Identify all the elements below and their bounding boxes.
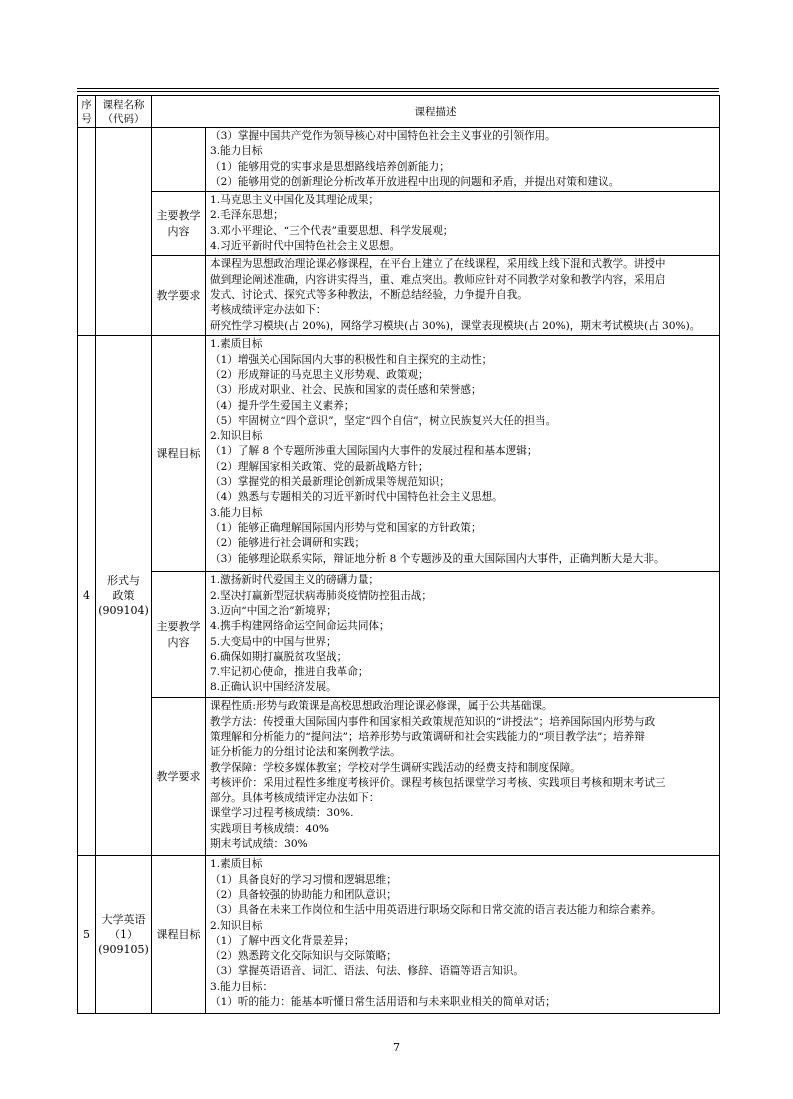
goal-label-5: 课程目标	[152, 856, 206, 1014]
req-label-4: 教学要求	[152, 698, 206, 856]
header-name-1: 课程名称	[102, 98, 145, 111]
desc-line: （5）牢固树立“四个意识”，坚定“四个自信”，树立民族复兴大任的担当。	[210, 414, 557, 427]
course-name-line: （1）	[109, 928, 138, 942]
course-code: (909105)	[98, 943, 149, 957]
desc-line: 8.正确认识中国经济发展。	[210, 681, 337, 694]
goal-cell-4	[206, 336, 720, 572]
course-name-cell-3	[96, 128, 152, 336]
desc-line: 3.迈向“中国之治”新境界；	[210, 604, 337, 617]
req-cell-4	[206, 698, 720, 856]
goal-cell-3	[206, 128, 720, 192]
desc-line: 2.坚决打赢新型冠状病毒肺炎疫情防控狙击战；	[210, 589, 432, 602]
desc-line: （2）熟悉跨文化交际知识与交际策略；	[210, 950, 397, 963]
desc-line: 2.知识目标	[210, 919, 263, 932]
desc-line: （1）能够用党的实事求是思想路线培养创新能力；	[210, 160, 450, 173]
header-name-2: （代码）	[102, 112, 145, 125]
req-cell-3	[206, 256, 720, 336]
top-rule	[77, 88, 719, 89]
desc-line: 2.毛泽东思想；	[210, 209, 284, 222]
desc-line: 7.牢记初心使命，推进自我革命；	[210, 666, 369, 679]
desc-line: 4.习近平新时代中国特色社会主义思想。	[210, 240, 401, 253]
course-name-line: 政策	[112, 589, 135, 603]
desc-line: 1.激扬新时代爱国主义的磅礴力量；	[210, 574, 380, 587]
desc-line: 1.素质目标	[210, 338, 263, 351]
table-header-row	[78, 96, 720, 128]
desc-line: 期末考试成绩：30%	[210, 838, 308, 851]
top-rule-inner	[77, 91, 719, 92]
desc-line: （1）增强关心国际国内大事的积极性和自主探究的主动性；	[210, 353, 493, 366]
desc-line: 发式、讨论式、探究式等多种教法，不断总结经验，力争提升自我。	[210, 288, 528, 301]
desc-line: （1）听的能力：能基本听懂日常生活用语和与未来职业相关的简单对话；	[210, 996, 556, 1009]
content-cell-3	[206, 192, 720, 256]
desc-line: 研究性学习模块(占 20%)，网络学习模块(占 30%)，课堂表现模块(占 20%)，期末考试模块(占 30%)。	[210, 319, 701, 332]
header-description: 课程描述	[152, 96, 720, 128]
header-seq-2: 号	[81, 112, 92, 125]
content-label-line: 主要教学	[156, 619, 201, 633]
desc-line: （1）了解 8 个专题所涉重大国际国内大事件的发展过程和基本逻辑；	[210, 445, 538, 458]
desc-line: （3）能够理论联系实际，辩证地分析 8 个专题涉及的重大国际国内大事件，正确判断大是大非。	[210, 552, 665, 565]
content-label-line: 内容	[167, 224, 190, 238]
desc-line: （3）形成对职业、社会、民族和国家的责任感和荣誉感；	[210, 384, 482, 397]
course-name-cell-4	[96, 336, 152, 856]
desc-line: 本课程为思想政治理论课必修课程，在平台上建立了在线课程，采用线上线下混和式教学。讲授中	[210, 258, 666, 271]
desc-line: 2.知识目标	[210, 430, 263, 443]
content-label-line: 内容	[167, 635, 190, 649]
desc-line: 课程性质:形势与政策课是高校思想政治理论课必修课，属于公共基础课。	[210, 700, 553, 713]
desc-line: （2）能够用党的创新理论分析改革开放进程中出现的问题和矛盾，并提出对策和建议。	[210, 175, 620, 188]
desc-line: 策理解和分析能力的“提问法”；培养形势与政策调研和社会实践能力的“项目教学法”；培养辩	[210, 730, 645, 743]
desc-line: 3.能力目标：	[210, 980, 274, 993]
desc-line: 1.马克思主义中国化及其理论成果；	[210, 194, 380, 207]
seq-cell-4: 4	[78, 336, 96, 856]
page-number: 7	[393, 1041, 400, 1054]
desc-line: （3）掌握英语语音、词汇、语法、句法、修辞、语篇等语言知识。	[210, 965, 524, 978]
desc-line: 4.携手构建网络命运空间命运共同体；	[210, 620, 390, 633]
header-seq-1: 序	[81, 98, 92, 111]
table-row	[78, 572, 720, 698]
content-label-4	[152, 572, 206, 698]
desc-line: （1）了解中西文化背景差异；	[210, 934, 355, 947]
course-name-cell-5	[96, 856, 152, 1014]
desc-line: 考核成绩评定办法如下：	[210, 304, 327, 317]
table-row	[78, 698, 720, 856]
desc-line: 实践项目考核成绩：40%	[210, 822, 329, 835]
course-code: (909104)	[98, 604, 149, 618]
desc-line: 3.能力目标	[210, 145, 263, 158]
content-label-3	[152, 192, 206, 256]
desc-line: 考核评价：采用过程性多维度考核评价。课程考核包括课堂学习考核、实践项目考核和期末考试三	[210, 776, 666, 789]
desc-line: （4）熟悉与专题相关的习近平新时代中国特色社会主义思想。	[210, 491, 503, 504]
desc-line: （4）提升学生爱国主义素养；	[210, 399, 355, 412]
header-course-name	[96, 96, 152, 128]
seq-cell-3	[78, 128, 96, 336]
course-name-line: 形式与	[107, 574, 140, 588]
goal-label-cell-3	[152, 128, 206, 192]
course-name-line: 大学英语	[101, 913, 146, 927]
header-seq	[78, 96, 96, 128]
table-row	[78, 336, 720, 572]
desc-line: 课堂学习过程考核成绩：30%.	[210, 807, 354, 820]
table-row	[78, 128, 720, 192]
desc-line: 3.能力目标	[210, 506, 263, 519]
desc-line: （1）能够正确理解国际国内形势与党和国家的方针政策；	[210, 521, 482, 534]
seq-cell-5: 5	[78, 856, 96, 1014]
desc-line: （3）具备在未来工作岗位和生活中用英语进行职场交际和日常交流的语言表达能力和综合素养。	[210, 904, 662, 917]
content-cell-4	[206, 572, 720, 698]
desc-line: （3）掌握中国共产党作为领导核心对中国特色社会主义事业的引领作用。	[210, 130, 556, 142]
course-table	[77, 95, 720, 1014]
desc-line: 6.确保如期打赢脱贫攻坚战；	[210, 650, 348, 663]
desc-line: 3.邓小平理论、“三个代表”重要思想、科学发展观；	[210, 224, 454, 237]
goal-label-4: 课程目标	[152, 336, 206, 572]
desc-line: （2）理解国家相关政策、党的最新战略方针；	[210, 460, 429, 473]
desc-line: 教学方法：传授重大国际国内事件和国家相关政策规范知识的“讲授法”；培养国际国内形势与政	[210, 715, 656, 728]
desc-line: （2）具备较强的协助能力和团队意识；	[210, 888, 397, 901]
content-label-line: 主要教学	[156, 208, 201, 222]
table-row	[78, 256, 720, 336]
desc-line: （2）能够进行社会调研和实践；	[210, 537, 366, 550]
desc-line: （3）掌握党的相关最新理论创新成果等规范知识；	[210, 476, 450, 489]
desc-line: 教学保障：学校多媒体教室；学校对学生调研实践活动的经费支持和制度保障。	[210, 761, 581, 774]
desc-line: 1.素质目标	[210, 858, 263, 871]
table-row	[78, 192, 720, 256]
desc-line: 证分析能力的分组讨论法和案例教学法。	[210, 746, 401, 759]
table-row	[78, 856, 720, 1014]
req-label-3: 教学要求	[152, 256, 206, 336]
desc-line: 部分。具体考核成绩评定办法如下：	[210, 792, 380, 805]
desc-line: （2）形成辩证的马克思主义形势观、政策观；	[210, 368, 429, 381]
goal-cell-5	[206, 856, 720, 1014]
desc-line: 做到理论阐述准确，内容讲实得当，重、难点突出。教师应针对不同教学对象和教学内容，采用启	[210, 273, 666, 286]
desc-line: 5.大变局中的中国与世界；	[210, 635, 337, 648]
desc-line: （1）具备良好的学习习惯和逻辑思维；	[210, 873, 397, 886]
